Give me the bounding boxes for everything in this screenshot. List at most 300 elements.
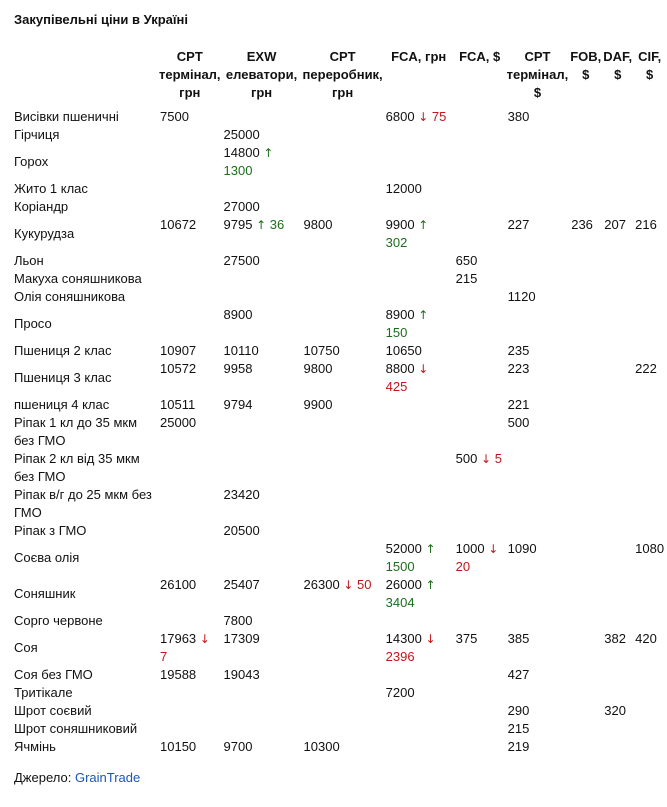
price-cell [602, 288, 633, 306]
price-cell [222, 666, 302, 684]
price-change: 36 [269, 217, 285, 232]
price-value: 17963 [160, 631, 197, 646]
price-value: 385 [507, 631, 530, 646]
price-value: 19588 [160, 667, 197, 682]
price-change: 50 [357, 577, 372, 592]
price-value: 235 [507, 343, 530, 358]
price-cell [222, 702, 302, 720]
table-row [10, 180, 666, 198]
price-cell [158, 414, 222, 450]
table-row [10, 702, 666, 720]
price-cell [302, 684, 384, 702]
price-value: 320 [604, 703, 626, 718]
price-value: 25407 [223, 577, 260, 592]
price-cell [602, 630, 633, 666]
price-cell [158, 630, 222, 666]
arrow-down-icon: ↓ [418, 362, 429, 376]
price-cell [302, 126, 384, 144]
price-cell [506, 522, 570, 540]
price-cell [158, 540, 222, 576]
price-cell [602, 198, 633, 216]
price-cell [633, 612, 666, 630]
source-link[interactable]: GrainTrade [74, 770, 141, 785]
price-cell [506, 216, 570, 252]
price-cell [602, 720, 633, 738]
price-value: 7800 [223, 613, 253, 628]
price-cell [158, 396, 222, 414]
price-cell [454, 702, 506, 720]
price-cell [569, 720, 602, 738]
price-value: 14800 [223, 145, 260, 160]
price-cell [569, 288, 602, 306]
price-cell [633, 450, 666, 486]
price-value: 23420 [223, 487, 260, 502]
price-cell [569, 414, 602, 450]
price-cell [222, 576, 302, 612]
price-value: 382 [604, 631, 626, 646]
product-name: Ріпак з ГМО [14, 523, 87, 538]
arrow-down-icon: ↓ [418, 110, 429, 124]
product-name: Пшениця 2 клас [14, 343, 112, 358]
price-cell [222, 486, 302, 522]
price-cell [454, 252, 506, 270]
price-cell [158, 126, 222, 144]
product-name: Соняшник [14, 586, 76, 601]
price-cell [602, 684, 633, 702]
header-col-4: FCA, грн [391, 49, 447, 64]
price-value: 10572 [160, 361, 197, 376]
price-cell [569, 342, 602, 360]
price-cell [602, 486, 633, 522]
table-row [10, 720, 666, 738]
price-cell [222, 414, 302, 450]
price-cell [158, 720, 222, 738]
price-cell [569, 270, 602, 288]
price-value: 8900 [385, 307, 415, 322]
price-cell [506, 630, 570, 666]
price-cell [384, 144, 454, 180]
table-row [10, 396, 666, 414]
price-cell [633, 540, 666, 576]
price-value: 27500 [223, 253, 260, 268]
price-value: 25000 [160, 415, 197, 430]
price-cell [454, 540, 506, 576]
price-value: 222 [635, 361, 657, 376]
price-cell [384, 702, 454, 720]
price-cell [569, 702, 602, 720]
source-label: Джерело: [14, 770, 72, 785]
price-cell [454, 396, 506, 414]
price-cell [302, 396, 384, 414]
price-value: 1080 [635, 541, 665, 556]
price-cell [633, 108, 666, 126]
product-name: Просо [14, 316, 52, 331]
price-cell [454, 612, 506, 630]
price-cell [633, 702, 666, 720]
arrow-down-icon: ↓ [481, 452, 492, 466]
table-row [10, 630, 666, 666]
price-value: 7500 [160, 109, 189, 124]
table-body [10, 108, 666, 756]
price-cell [633, 342, 666, 360]
price-cell [384, 306, 454, 342]
product-name: Горох [14, 154, 49, 169]
price-cell [454, 108, 506, 126]
price-value: 221 [507, 397, 530, 412]
price-cell [302, 738, 384, 756]
price-cell [602, 540, 633, 576]
price-value: 236 [571, 217, 593, 232]
price-cell [454, 414, 506, 450]
price-cell [302, 288, 384, 306]
price-cell [633, 486, 666, 522]
price-cell [302, 414, 384, 450]
product-name: Льон [14, 253, 44, 268]
price-value: 8900 [223, 307, 253, 322]
price-cell [384, 198, 454, 216]
price-value: 26100 [160, 577, 197, 592]
price-change: 1500 [385, 559, 415, 574]
price-cell [158, 180, 222, 198]
price-value: 10672 [160, 217, 197, 232]
product-name: Сорго червоне [14, 613, 103, 628]
price-cell [602, 450, 633, 486]
price-cell [506, 144, 570, 180]
price-cell [506, 396, 570, 414]
price-cell [506, 270, 570, 288]
price-cell [454, 288, 506, 306]
price-value: 216 [635, 217, 657, 232]
price-value: 14300 [385, 631, 422, 646]
price-cell [602, 216, 633, 252]
price-change: 2396 [385, 649, 415, 664]
table-row [10, 144, 666, 180]
price-cell [569, 360, 602, 396]
price-cell [222, 270, 302, 288]
header-product [10, 46, 158, 108]
arrow-down-icon: ↓ [199, 632, 210, 646]
price-cell [454, 216, 506, 252]
price-cell [633, 198, 666, 216]
price-change: 302 [385, 235, 408, 250]
price-cell [454, 342, 506, 360]
price-cell [384, 684, 454, 702]
price-cell [158, 684, 222, 702]
price-cell [302, 180, 384, 198]
price-cell [506, 342, 570, 360]
price-change: 5 [494, 451, 502, 466]
table-row [10, 738, 666, 756]
product-name: Соя без ГМО [14, 667, 93, 682]
price-cell [302, 306, 384, 342]
price-cell [302, 720, 384, 738]
price-cell [384, 486, 454, 522]
product-name: Гірчиця [14, 127, 60, 142]
price-cell [602, 612, 633, 630]
product-name: Кукурудза [14, 226, 75, 241]
price-cell [384, 108, 454, 126]
price-cell [506, 198, 570, 216]
price-cell [569, 144, 602, 180]
product-name: Ячмінь [14, 739, 56, 754]
price-change: 150 [385, 325, 408, 340]
price-cell [302, 486, 384, 522]
price-cell [384, 522, 454, 540]
price-cell [454, 666, 506, 684]
price-cell [602, 360, 633, 396]
price-cell [158, 306, 222, 342]
price-cell [384, 126, 454, 144]
price-cell [602, 144, 633, 180]
price-cell [602, 738, 633, 756]
product-name: Макуха соняшникова [14, 271, 142, 286]
price-cell [506, 360, 570, 396]
price-cell [454, 720, 506, 738]
price-cell [158, 486, 222, 522]
product-name: пшениця 4 клас [14, 397, 110, 412]
price-cell [222, 342, 302, 360]
price-change: 7 [160, 649, 168, 664]
table-row [10, 486, 666, 522]
price-value: 9900 [385, 217, 415, 232]
table-row [10, 522, 666, 540]
price-cell [633, 216, 666, 252]
price-cell [222, 540, 302, 576]
source-line [14, 770, 140, 785]
price-value: 26000 [385, 577, 422, 592]
price-cell [384, 252, 454, 270]
price-cell [222, 738, 302, 756]
price-value: 500 [507, 415, 530, 430]
page-title: Закупівельні ціни в Україні [14, 12, 189, 27]
price-value: 9900 [303, 397, 333, 412]
price-cell [633, 288, 666, 306]
price-cell [569, 630, 602, 666]
product-name: Соєва олія [14, 550, 80, 565]
price-value: 10150 [160, 739, 197, 754]
price-cell [222, 144, 302, 180]
price-cell [302, 216, 384, 252]
price-cell [633, 738, 666, 756]
price-cell [222, 126, 302, 144]
price-value: 10300 [303, 739, 340, 754]
price-cell [633, 684, 666, 702]
price-cell [506, 450, 570, 486]
price-cell [384, 666, 454, 684]
header-col-7: FOB, $ [570, 49, 602, 82]
price-cell [384, 270, 454, 288]
price-change: 3404 [385, 595, 415, 610]
arrow-up-icon: ↑ [418, 308, 429, 322]
price-cell [158, 738, 222, 756]
price-cell [569, 738, 602, 756]
product-name: Пшениця 3 клас [14, 370, 112, 385]
price-cell [454, 522, 506, 540]
price-value: 380 [507, 109, 530, 124]
price-cell [569, 486, 602, 522]
price-value: 215 [455, 271, 478, 286]
price-cell [454, 306, 506, 342]
price-cell [158, 198, 222, 216]
price-cell [302, 666, 384, 684]
price-cell [158, 702, 222, 720]
table-row [10, 126, 666, 144]
price-cell [302, 612, 384, 630]
table-row [10, 216, 666, 252]
price-cell [302, 252, 384, 270]
price-cell [506, 108, 570, 126]
header-col-9: CIF, $ [638, 49, 662, 82]
arrow-up-icon: ↑ [256, 218, 267, 232]
price-value: 10511 [160, 397, 196, 412]
price-cell [158, 288, 222, 306]
product-name: Ріпак 1 кл до 35 мкм без ГМО [14, 415, 138, 448]
price-cell [569, 666, 602, 684]
price-cell [506, 486, 570, 522]
price-cell [454, 738, 506, 756]
price-cell [602, 576, 633, 612]
table-row [10, 684, 666, 702]
price-cell [454, 360, 506, 396]
arrow-down-icon: ↓ [343, 578, 354, 592]
price-value: 9795 [223, 217, 253, 232]
price-cell [454, 180, 506, 198]
price-value: 10110 [223, 343, 259, 358]
price-cell [222, 252, 302, 270]
price-cell [633, 396, 666, 414]
table-row [10, 360, 666, 396]
header-col-3: CPT переробник, грн [302, 49, 383, 100]
price-cell [602, 522, 633, 540]
price-cell [602, 108, 633, 126]
price-cell [384, 396, 454, 414]
price-cell [506, 684, 570, 702]
price-cell [454, 576, 506, 612]
price-cell [506, 738, 570, 756]
table-row [10, 306, 666, 342]
price-cell [506, 612, 570, 630]
price-cell [222, 306, 302, 342]
price-cell [602, 252, 633, 270]
arrow-down-icon: ↓ [488, 542, 499, 556]
price-value: 52000 [385, 541, 422, 556]
price-change: 75 [431, 109, 447, 124]
price-cell [302, 342, 384, 360]
price-cell [602, 270, 633, 288]
price-cell [302, 108, 384, 126]
price-cell [633, 666, 666, 684]
price-cell [384, 288, 454, 306]
price-cell [454, 198, 506, 216]
price-cell [506, 666, 570, 684]
price-cell [454, 684, 506, 702]
price-cell [302, 540, 384, 576]
price-cell [384, 342, 454, 360]
price-cell [222, 720, 302, 738]
price-cell [384, 360, 454, 396]
price-cell [602, 666, 633, 684]
price-value: 9700 [223, 739, 253, 754]
price-cell [506, 576, 570, 612]
price-cell [506, 252, 570, 270]
price-value: 650 [455, 253, 478, 268]
price-cell [222, 198, 302, 216]
price-cell [302, 144, 384, 180]
price-cell [633, 270, 666, 288]
price-cell [222, 360, 302, 396]
product-name: Шрот соєвий [14, 703, 92, 718]
price-cell [384, 414, 454, 450]
price-value: 500 [455, 451, 478, 466]
price-value: 223 [507, 361, 530, 376]
price-cell [569, 108, 602, 126]
price-cell [569, 450, 602, 486]
price-cell [222, 108, 302, 126]
price-value: 420 [635, 631, 657, 646]
price-cell [158, 342, 222, 360]
price-value: 207 [604, 217, 626, 232]
price-value: 20500 [223, 523, 260, 538]
price-cell [222, 216, 302, 252]
price-cell [384, 450, 454, 486]
price-cell [569, 684, 602, 702]
table-header-row [10, 46, 666, 108]
table-row [10, 108, 666, 126]
price-cell [633, 522, 666, 540]
table-row [10, 450, 666, 486]
price-value: 1120 [507, 289, 536, 304]
price-cell [633, 144, 666, 180]
price-cell [506, 126, 570, 144]
table-row [10, 252, 666, 270]
prices-table [10, 46, 666, 756]
table-row [10, 540, 666, 576]
table-row [10, 288, 666, 306]
price-cell [506, 702, 570, 720]
product-name: Висівки пшеничні [14, 109, 119, 124]
header-col-6: CPT термінал, $ [506, 49, 569, 100]
price-cell [602, 396, 633, 414]
price-cell [384, 216, 454, 252]
price-value: 1000 [455, 541, 485, 556]
price-value: 19043 [223, 667, 260, 682]
price-value: 6800 [385, 109, 415, 124]
price-cell [633, 306, 666, 342]
price-change: 20 [455, 559, 471, 574]
price-cell [506, 306, 570, 342]
price-cell [384, 576, 454, 612]
product-name: Соя [14, 640, 38, 655]
price-cell [454, 270, 506, 288]
price-value: 227 [507, 217, 530, 232]
price-cell [506, 540, 570, 576]
price-cell [633, 126, 666, 144]
price-cell [602, 414, 633, 450]
price-value: 215 [507, 721, 530, 736]
price-value: 375 [455, 631, 478, 646]
price-cell [302, 450, 384, 486]
price-cell [506, 414, 570, 450]
price-cell [158, 144, 222, 180]
price-value: 290 [507, 703, 530, 718]
header-col-5: FCA, $ [459, 49, 501, 64]
price-cell [302, 522, 384, 540]
price-cell [302, 630, 384, 666]
price-cell [633, 252, 666, 270]
price-cell [633, 576, 666, 612]
price-cell [569, 252, 602, 270]
price-cell [454, 144, 506, 180]
